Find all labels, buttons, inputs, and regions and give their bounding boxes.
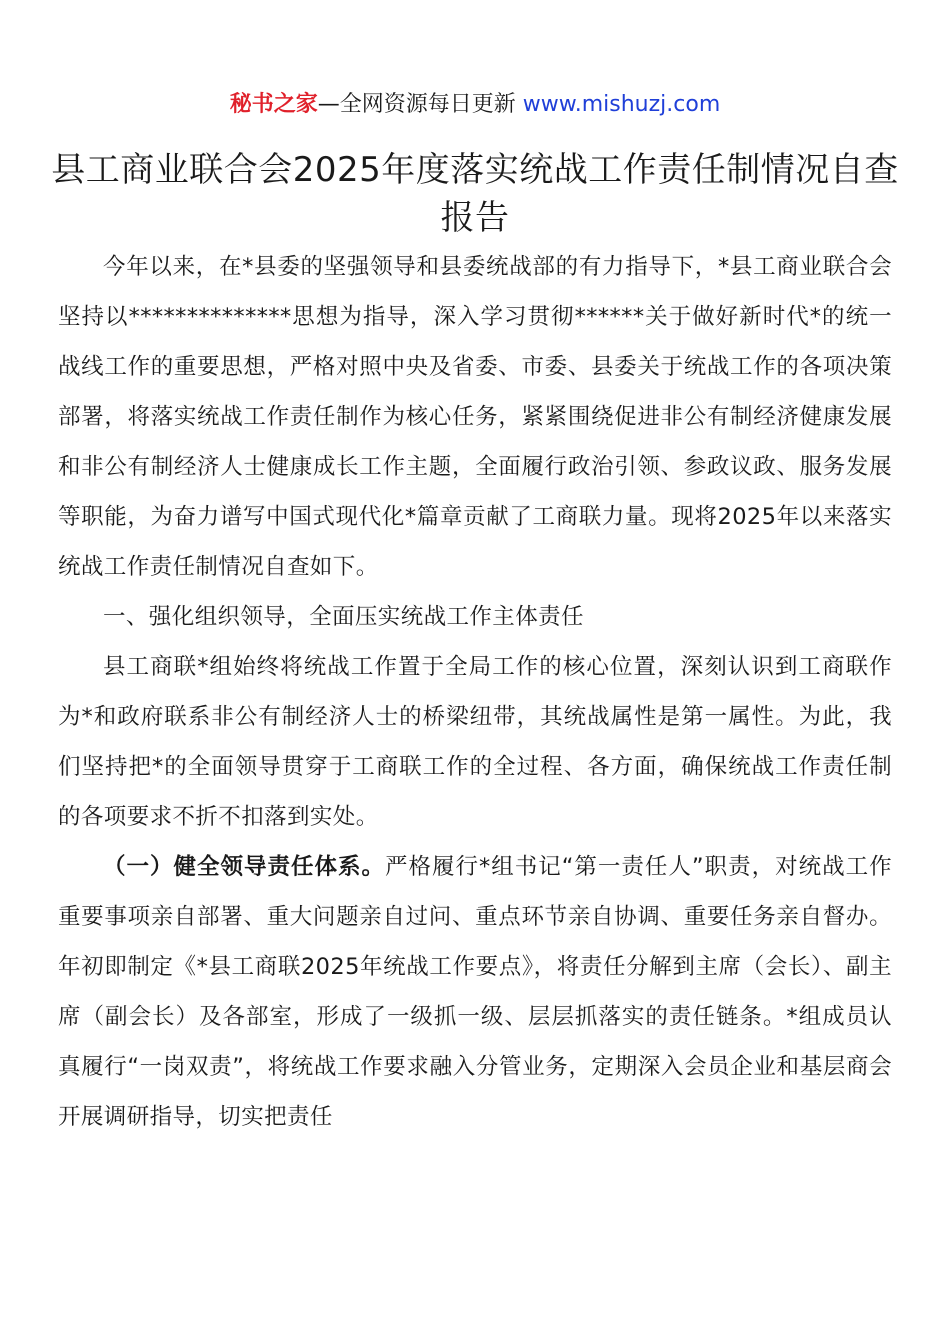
subsection-text: 严格履行*组书记“第一责任人”职责，对统战工作重要事项亲自部署、重大问题亲自过问、重点环节亲自协调、重要任务亲自督办。年初即制定《*县工商联2025年统战工作要点》，将责任分解到主席（会长）、副主席（副会长）及各部室，形成了一级抓一级、层层抓落实的责任链条。*组成员认真履行“一岗双责”，将统战工作要求融入分管业务，定期深入会员企业和基层商会开展调研指导，切实把责任 <box>58 854 892 1130</box>
intro-paragraph: 今年以来，在*县委的坚强领导和县委统战部的有力指导下，*县工商业联合会坚持以**************思想为指导，深入学习贯彻******关于做好新时代*的统一战线工作的重要思想，严格对照中央及省委、市委、县委关于统战工作的各项决策部署，将落实统战工作责任制作为核心任务，紧紧围绕促进非公有制经济健康发展和非公有制经济人士健康成长工作主题，全面履行政治引领、参政议政、服务发展等职能，为奋力谱写中国式现代化*篇章贡献了工商联力量。现将2025年以来落实统战工作责任制情况自查如下。 <box>58 254 892 580</box>
document-body <box>58 242 892 1142</box>
header-tagline: —全网资源每日更新 <box>317 92 516 117</box>
section-paragraph: 县工商联*组始终将统战工作置于全局工作的核心位置，深刻认识到工商联作为*和政府联系非公有制经济人士的桥梁纽带，其统战属性是第一属性。为此，我们坚持把*的全面领导贯穿于工商联工作的全过程、各方面，确保统战工作责任制的各项要求不折不扣落到实处。 <box>58 654 892 830</box>
site-header <box>0 88 950 122</box>
site-url-link[interactable]: www.mishuzj.com <box>522 92 721 117</box>
brand-name: 秘书之家 <box>229 92 318 117</box>
document-title: 县工商业联合会2025年度落实统战工作责任制情况自查报告 <box>51 150 899 238</box>
subsection-paragraph <box>58 842 892 1142</box>
section-heading: 一、强化组织领导，全面压实统战工作主体责任 <box>103 604 584 630</box>
subsection-heading: （一）健全领导责任体系。 <box>103 854 386 880</box>
